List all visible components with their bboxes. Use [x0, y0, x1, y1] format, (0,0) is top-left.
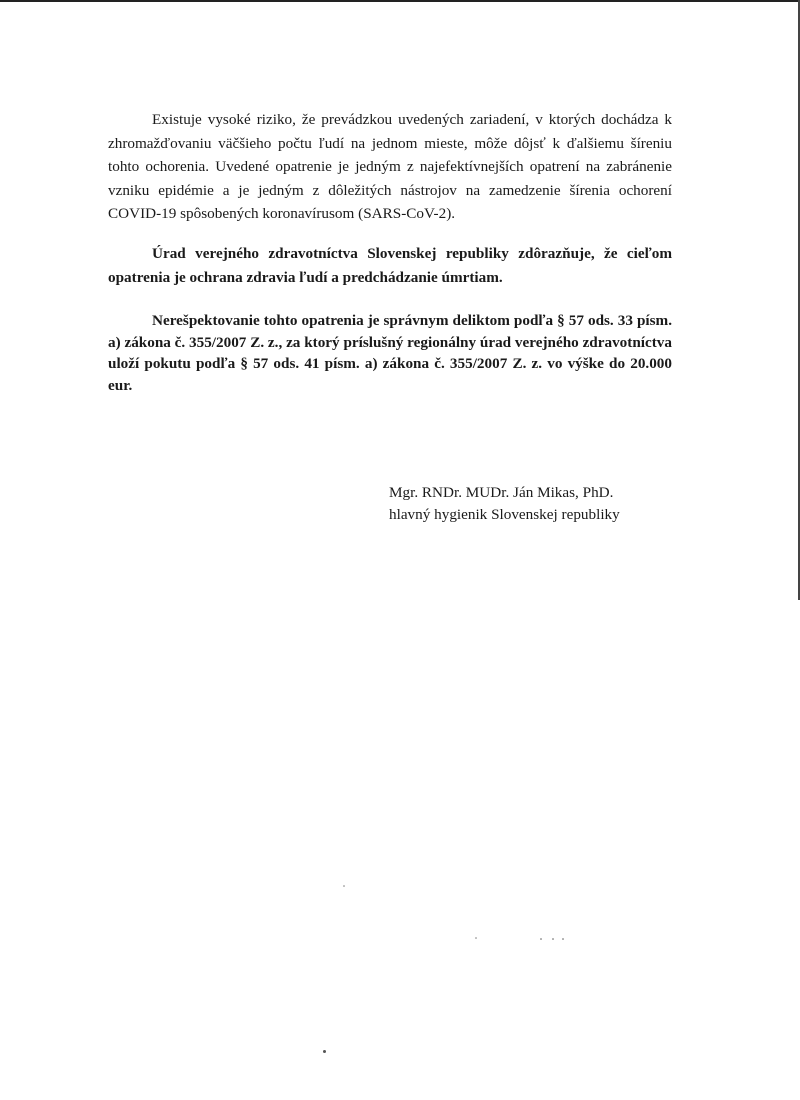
scan-speck — [562, 938, 564, 940]
scan-speck — [343, 885, 345, 887]
scan-speck — [552, 938, 554, 940]
paragraph-risk: Existuje vysoké riziko, že prevádzkou uvedených zariadení, v ktorých dochádza k zhromažďovaniu väčšieho počtu ľudí na jednom mieste, môže dôjsť k ďalšiemu šíreniu tohto ochorenia. Uvedené opatrenie je jedným z najefektívnejších opatrení na zabránenie vzniku epidémie a je jedným z dôležitých nástrojov na zamedzenie šírenia ochorení COVID-19 spôsobených koronavírusom (SARS-CoV-2). — [108, 111, 672, 222]
scan-speck — [540, 938, 542, 940]
signatory-title: hlavný hygienik Slovenskej republiky — [389, 505, 620, 523]
scan-speck — [475, 937, 477, 939]
paragraph-emphasis: Úrad verejného zdravotníctva Slovenskej republiky zdôrazňuje, že cieľom opatrenia je ochrana zdravia ľudí a predchádzanie úmrtiam. — [108, 245, 672, 286]
signatory-name: Mgr. RNDr. MUDr. Ján Mikas, PhD. — [389, 484, 614, 501]
signature-block — [389, 482, 689, 525]
scan-top-edge — [0, 0, 800, 2]
paragraph-penalty: Nerešpektovanie tohto opatrenia je správnym deliktom podľa § 57 ods. 33 písm. a) zákona č. 355/2007 Z. z., za ktorý príslušný regionálny úrad verejného zdravotníctva uloží pokutu podľa § 57 ods. 41 písm. a) zákona č. 355/2007 Z. z. vo výške do 20.000 eur. — [108, 312, 672, 394]
scan-speck — [323, 1050, 326, 1053]
